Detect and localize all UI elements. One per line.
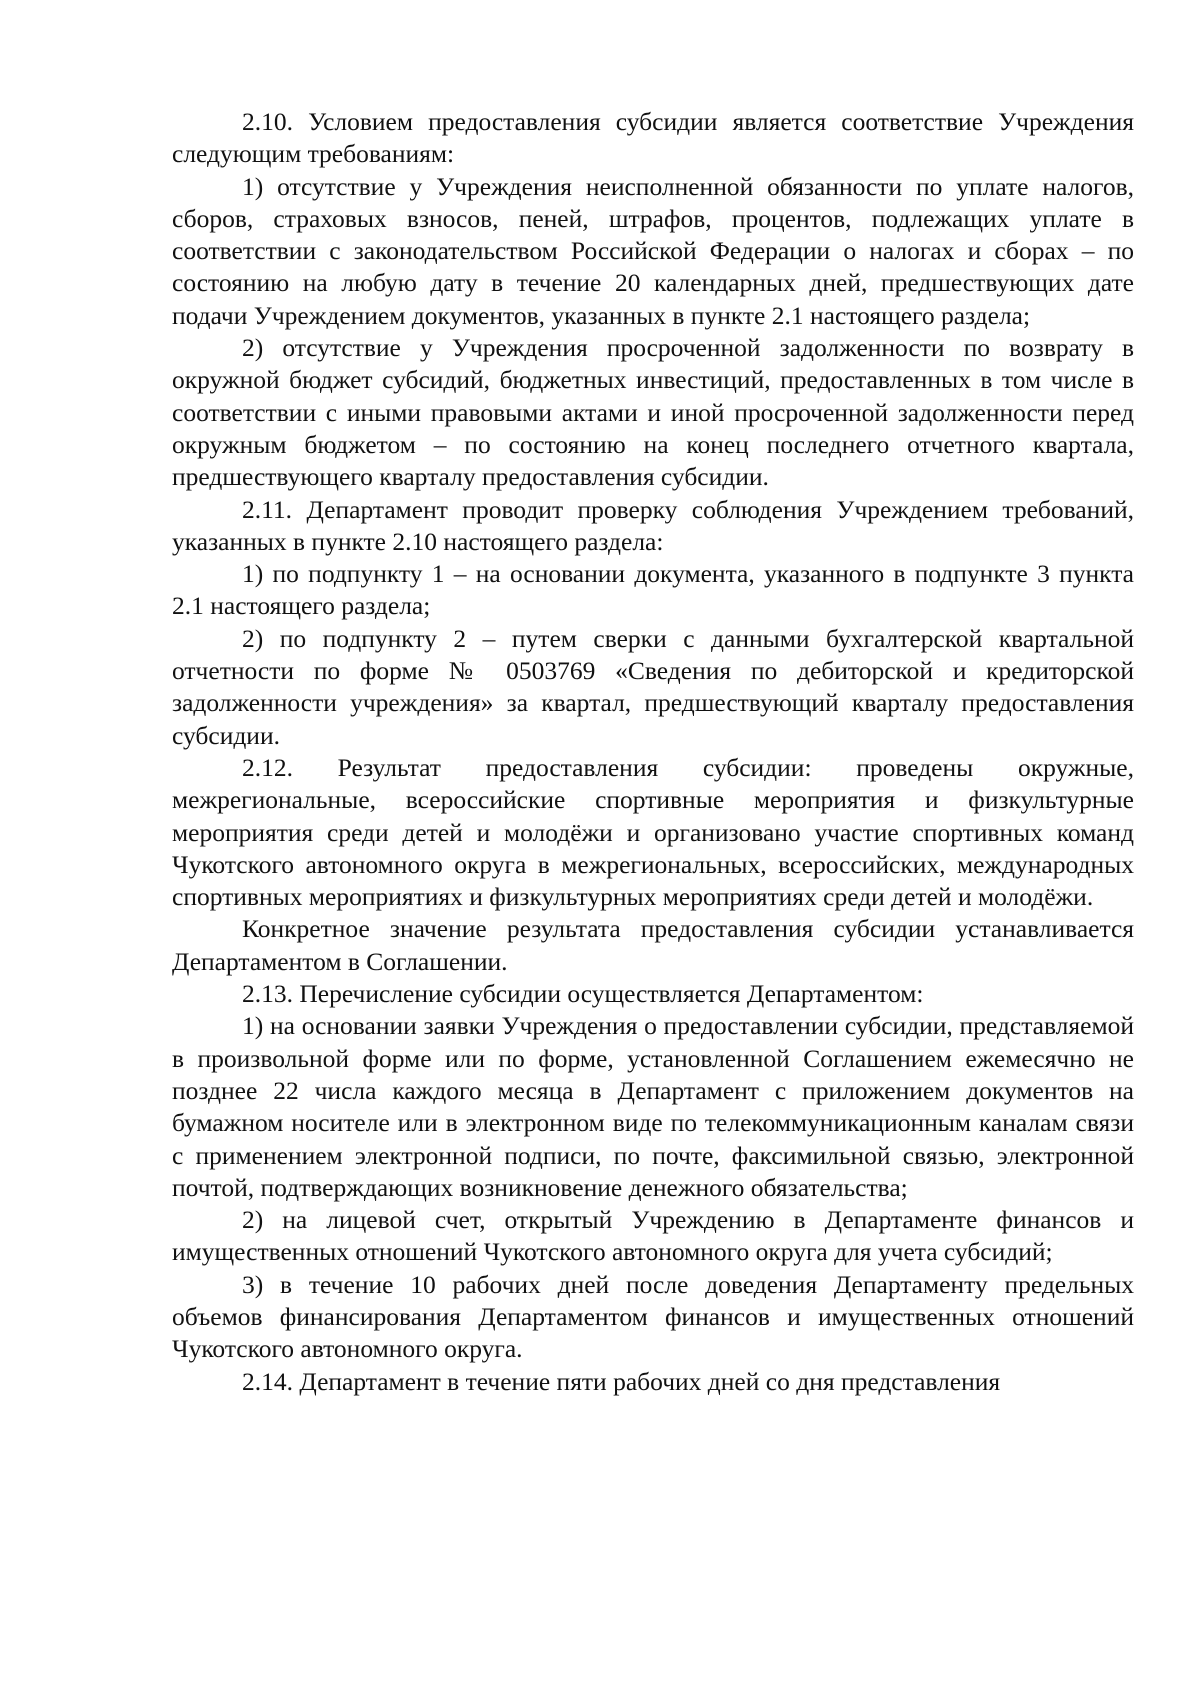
paragraph-2-14: 2.14. Департамент в течение пяти рабочих дней со дня представления [242, 1366, 1001, 1396]
paragraph-2-13-item-1: 1) на основании заявки Учреждения о предоставлении субсидии, представляемой в произвольной форме или по форме, установленной Соглашением ежемесячно не позднее 22 числа каждого месяца в Департамент с приложением документов на бумажном носителе или в электронном виде по телекоммуникационным каналам связи с применением электронной подписи, по почте, факсимильной связью, электронной почтой, подтверждающих возникновение денежного обязательства; [172, 1011, 1134, 1202]
paragraph-2-11-item-1: 1) по подпункту 1 – на основании документа, указанного в подпункте 3 пункта 2.1 настоящего раздела; [172, 559, 1134, 621]
document-page [172, 106, 1134, 1398]
paragraph-2-10-item-2: 2) отсутствие у Учреждения просроченной задолженности по возврату в окружной бюджет субсидий, бюджетных инвестиций, предоставленных в том числе в соответствии с иными правовыми актами и иной просроченной задолженности перед окружным бюджетом – по состоянию на конец последнего отчетного квартала, предшествующего кварталу предоставления субсидии. [172, 333, 1134, 492]
paragraph-2-13-item-2: 2) на лицевой счет, открытый Учреждению в Департаменте финансов и имущественных отношений Чукотского автономного округа для учета субсидий; [172, 1205, 1134, 1267]
paragraph-2-12-result-value: Конкретное значение результата предоставления субсидии устанавливается Департаментом в Соглашении. [172, 914, 1134, 976]
paragraph-2-11: 2.11. Департамент проводит проверку соблюдения Учреждением требований, указанных в пункте 2.10 настоящего раздела: [172, 494, 1134, 556]
paragraph-2-10-item-1: 1) отсутствие у Учреждения неисполненной обязанности по уплате налогов, сборов, страховых взносов, пеней, штрафов, процентов, подлежащих уплате в соответствии с законодательством Российской Федерации о налогах и сборах – по состоянию на любую дату в течение 20 календарных дней, предшествующих дате подачи Учреждением документов, указанных в пункте 2.1 настоящего раздела; [172, 171, 1134, 330]
paragraph-2-11-item-2: 2) по подпункту 2 – путем сверки с данными бухгалтерской квартальной отчетности по форме № 0503769 «Сведения по дебиторской и кредиторской задолженности учреждения» за квартал, предшествующий кварталу предоставления субсидии. [172, 623, 1134, 750]
paragraph-2-13: 2.13. Перечисление субсидии осуществляется Департаментом: [242, 979, 924, 1009]
paragraph-2-13-item-3: 3) в течение 10 рабочих дней после доведения Департаменту предельных объемов финансирования Департаментом финансов и имущественных отношений Чукотского автономного округа. [172, 1269, 1134, 1364]
paragraph-2-10: 2.10. Условием предоставления субсидии является соответствие Учреждения следующим требованиям: [172, 107, 1134, 169]
paragraph-2-12: 2.12. Результат предоставления субсидии: проведены окружные, межрегиональные, всероссийские спортивные мероприятия и физкультурные мероприятия среди детей и молодёжи и организовано участие спортивных команд Чукотского автономного округа в межрегиональных, всероссийских, международных спортивных мероприятиях и физкультурных мероприятиях среди детей и молодёжи. [172, 752, 1134, 912]
